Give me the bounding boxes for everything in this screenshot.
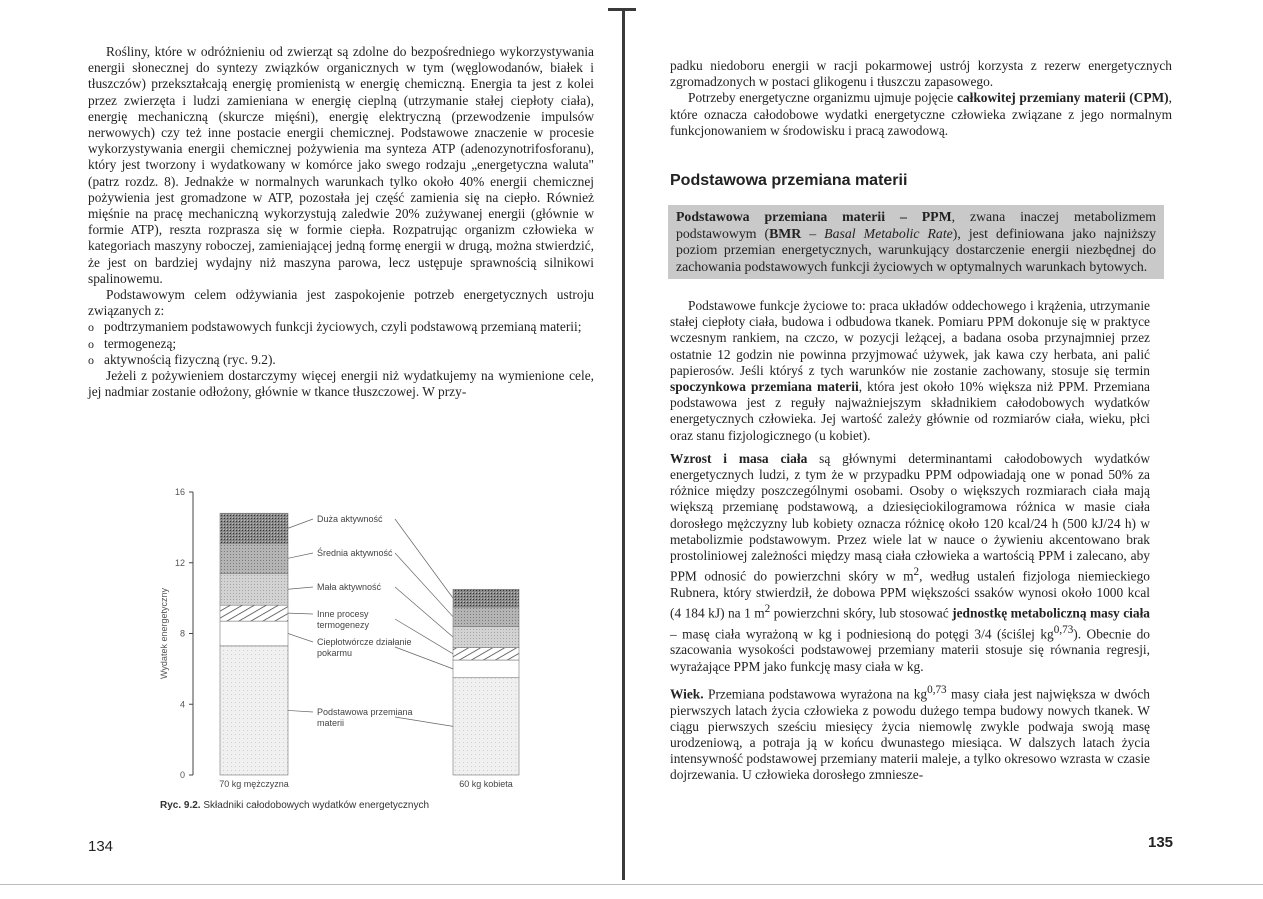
y-tick-label: 16 bbox=[174, 487, 185, 497]
list-item-text: podtrzymaniem podstawowych funkcji życiowych, czyli podstawową przemianą materii; bbox=[104, 319, 582, 335]
y-tick-label: 8 bbox=[179, 628, 185, 639]
annotation-leader-left bbox=[288, 519, 313, 528]
y-tick-label: 0 bbox=[179, 770, 185, 780]
page-gutter bbox=[622, 10, 625, 880]
page-number-right: 135 bbox=[1148, 834, 1174, 851]
annotation-line: Inne procesy bbox=[317, 609, 369, 619]
annotation-leader-right bbox=[395, 647, 453, 669]
left-page bbox=[0, 0, 620, 899]
annotation-leader-left bbox=[288, 587, 313, 589]
figure-caption bbox=[160, 800, 429, 811]
annotation-line: Ciepłotwórcze działanie bbox=[317, 637, 412, 647]
scan-bottom-edge bbox=[0, 884, 1263, 885]
bar-segment bbox=[220, 646, 288, 775]
annotation-line: Mała aktywność bbox=[317, 582, 382, 592]
para5-title: Wiek. bbox=[670, 686, 704, 702]
annotation-line: Podstawowa przemiana bbox=[317, 707, 413, 717]
para4-sup2: 2 bbox=[764, 603, 771, 616]
annotation-leader-right bbox=[395, 519, 453, 598]
annotation-leader-right bbox=[395, 553, 453, 617]
page-number-left: 134 bbox=[88, 838, 114, 855]
cpm-text-a: Potrzeby energetyczne organizmu ujmuje pojęcie bbox=[688, 90, 957, 106]
cpm-term: całkowitej przemiany materii (CPM) bbox=[956, 90, 1169, 106]
list-item bbox=[88, 336, 594, 352]
bar-segment bbox=[453, 589, 519, 607]
y-tick-label: 12 bbox=[174, 557, 185, 568]
right-text-main bbox=[670, 298, 1150, 784]
left-paragraph-1: Rośliny, które w odróżnieniu od zwierząt są zdolne do bezpośredniego wykorzystywania energii słonecznej do syntezy związków organicznych w tym (węglowodanów, białek i tłuszczów) przekształcają energię promienistą w energię chemiczną. Energia ta jest z kolei przez zwierzęta i ludzi zamieniana w energię cieplną (utrzymanie stałej ciepłoty ciała), energię mechaniczną (skurcze mięśni), energię elektryczną (przewodzenie impulsów nerwowych) czy też inne postacie energii chemicznej. Podstawowe znaczenie w procesie wykorzystywania energii chemicznej pożywienia ma synteza ATP (adenozynotrifosforanu), który jest tworzony i wydatkowany w komórce jako swego rodzaju „energetyczna waluta" (patrz rozdz. 8). Jednakże w normalnych warunkach tylko około 40% energii chemicznej pożywienia jest gromadzone w ATP, pozostała jej część zamienia się na ciepło. Również mięśnie na pracę mechaniczną wykorzystują zaledwie 20% zużywanej energii (głównie w formie ATP), reszta rozprasza się w formie ciepła. Rozpatrując organizm człowieka w kategoriach maszyny roboczej, zamieniającej jedną formę energii w drugą, można stwierdzić, że jest on bardziej wydajny niż maszyna parowa, lecz ustępuje sprawnością silnikowi spalinowemu. bbox=[88, 44, 594, 286]
right-paragraph-1: padku niedoboru energii w racji pokarmowej ustrój korzysta z rezerw energetycznych zgromadzonych w postaci glikogenu i tłuszczu zapasowego. bbox=[670, 58, 1172, 90]
annotation-label bbox=[317, 637, 412, 658]
category-label: 70 kg mężczyzna bbox=[219, 779, 289, 789]
right-paragraph-2 bbox=[670, 90, 1172, 139]
y-axis-label: Wydatek energetyczny bbox=[159, 588, 169, 679]
caption-text: Składniki całodobowych wydatków energetycznych bbox=[203, 800, 430, 811]
annotation-label bbox=[317, 609, 370, 630]
para3-c: , która jest około 10% większa niż PPM. Przemiana podstawowa jest z reguły najważniejszym składnikiem całodobowych wydatków energetycznych człowieka. Jej wartość zależy głównie od rozmiarów ciała, wieku, płci oraz stanu fizjologicznego (u kobiet). bbox=[670, 379, 1150, 443]
annotation-line: termogenezy bbox=[317, 620, 370, 630]
chart-svg bbox=[155, 482, 555, 792]
para4-title: Wzrost i masa ciała bbox=[670, 450, 808, 466]
annotation-line: Średnia aktywność bbox=[317, 548, 393, 558]
annotation-leader-right bbox=[395, 587, 453, 637]
annotation-line: Duża aktywność bbox=[317, 514, 383, 524]
para4-sup3: 0,73 bbox=[1053, 623, 1074, 636]
bar-segment bbox=[220, 605, 288, 621]
annotation-line: pokarmu bbox=[317, 648, 353, 658]
right-text-top bbox=[670, 58, 1172, 139]
category-label: 60 kg kobieta bbox=[459, 779, 513, 789]
bar-segment bbox=[220, 513, 288, 543]
para4-c: powierzchni skóry, lub stosować bbox=[770, 605, 953, 621]
definition-box bbox=[668, 205, 1164, 279]
def-bmr: BMR bbox=[769, 225, 802, 241]
list-item bbox=[88, 319, 594, 335]
para5-b: masy ciała jest największa w dwóch pierwszych latach życia człowieka z powodu dużego tempa budowy nowych tkanek. W ciągu pierwszych sześciu miesięcy życia niemowlę zwykle podwaja swoją masę urodzeniową, a potraja ją w końcu dwunastego miesiąca. W dalszych latach życia intensywność podstawowej przemiany materii maleje, a tylko okresowo wzrasta w czasie dojrzewania. U człowieka dorosłego zmniesze- bbox=[670, 686, 1150, 783]
def-term: Podstawowa przemiana materii – PPM bbox=[676, 209, 952, 224]
para5-a: Przemiana podstawowa wyrażona na kg bbox=[703, 686, 928, 702]
right-paragraph-5 bbox=[670, 682, 1150, 784]
para4-e: ). Obecnie do szacowania wysokości podstawowej przemiany materii stosuje się równania regresji, wyrażające PPM jako funkcję masy ciała w kg. bbox=[670, 626, 1150, 674]
y-tick-label: 4 bbox=[179, 699, 185, 710]
annotation-line: materii bbox=[317, 718, 345, 728]
cpm-text-c: , które oznacza całodobowe wydatki energetyczne człowieka związane z jego normalnym funkcjonowaniem w środowisku i pracą zawodową. bbox=[670, 90, 1172, 138]
para4-term: jednostkę metaboliczną masy ciała bbox=[952, 605, 1150, 621]
bar-segment bbox=[453, 660, 519, 678]
section-heading: Podstawowa przemiana materii bbox=[670, 172, 908, 189]
bar-segment bbox=[220, 543, 288, 573]
energy-needs-list bbox=[88, 319, 594, 368]
bar-segment bbox=[453, 648, 519, 660]
def-bmr-expansion: – Basal Metabolic Rate bbox=[801, 225, 953, 241]
bar-segment bbox=[453, 626, 519, 647]
para4-d: – masę ciała wyrażoną w kg i podniesioną do potęgi 3/4 (ściślej kg bbox=[670, 626, 1054, 642]
annotation-label bbox=[317, 582, 382, 592]
para4-a: są głównymi determinantami całodobowych wydatków energetycznych ludzi, z tym że w przypadku PPM odpowiadają one w ponad 50% za różnice między poszczególnymi osobami. Osoby o większych rozmiarach ciała mają większą przemianę podstawową, a dziesięciokilogramowa różnica w masie ciała dorosłego mężczyzny lub kobiety oznacza różnicę około 120 kcal/24 h (500 kJ/24 h) w metabolizmie podstawowym. Przez wiele lat w nauce o żywieniu akcentowano brak prostoliniowej zależności między masą ciała człowieka a wartością PPM i zalecano, aby PPM odnosić do powierzchni skóry w m bbox=[670, 450, 1150, 584]
para3-a: Podstawowe funkcje życiowe to: praca układów oddechowego i krążenia, utrzymanie stałej ciepłoty ciała, budowa i odbudowa tkanek. Pomiaru PPM dokonuje się w praktyce wczesnym rankiem, na czczo, w pozycji leżącej, a badana osoba przynajmniej przez ostatnie 12 godzin nie powinna przyjmować używek, jak kawa czy herbata, ani palić papierosów. Jeśli któryś z tych warunków nie zostanie zachowany, stosuje się termin bbox=[670, 298, 1150, 378]
bar-segment bbox=[453, 607, 519, 626]
def-text-e: ), jest definiowana jako najniższy poziom przemian energetycznych, warunkujący dostarczenie energii niezbędnej do zachowania podstawowych funkcji życiowych w optymalnych warunkach bytowych. bbox=[676, 225, 1157, 274]
annotation-label bbox=[317, 514, 383, 524]
annotation-leader-left bbox=[288, 634, 313, 643]
energy-expenditure-chart bbox=[155, 482, 555, 792]
list-item-text: termogenezą; bbox=[104, 335, 177, 351]
annotation-label bbox=[317, 547, 393, 558]
caption-label: Ryc. 9.2. bbox=[160, 800, 201, 811]
para5-sup: 0,73 bbox=[927, 683, 947, 696]
bar-segment bbox=[453, 678, 519, 775]
list-item-text: aktywnością fizyczną (ryc. 9.2). bbox=[104, 351, 276, 367]
para3-term: spoczynkowa przemiana materii bbox=[670, 379, 859, 395]
list-item bbox=[88, 352, 594, 368]
left-text-column bbox=[88, 44, 594, 400]
def-text-b: , zwana inaczej metabolizmem podstawowym ( bbox=[676, 209, 1156, 241]
left-paragraph-3: Jeżeli z pożywieniem dostarczymy więcej energii niż wydatkujemy na wymienione cele, jej nadmiar zostanie odłożony, głównie w tkance tłuszczowej. W przy- bbox=[88, 368, 594, 400]
annotation-leader-right bbox=[395, 717, 453, 726]
right-paragraph-3 bbox=[670, 298, 1150, 444]
para4-b: , według ustaleń fizjologa niemieckiego Rubnera, który stwierdził, że dobowa PPM większości ssaków wynosi około 1000 kcal (4 184 kJ) na 1 m bbox=[670, 568, 1150, 621]
annotation-leader-left bbox=[288, 613, 313, 614]
bar-segment bbox=[220, 621, 288, 646]
annotation-leader-left bbox=[288, 553, 313, 558]
left-paragraph-2: Podstawowym celem odżywiania jest zaspokojenie potrzeb energetycznych ustroju związanych z: bbox=[88, 287, 594, 319]
right-paragraph-4 bbox=[670, 451, 1150, 675]
para4-sup1: 2 bbox=[913, 566, 920, 579]
bar-segment bbox=[220, 573, 288, 605]
annotation-leader-left bbox=[288, 710, 313, 712]
